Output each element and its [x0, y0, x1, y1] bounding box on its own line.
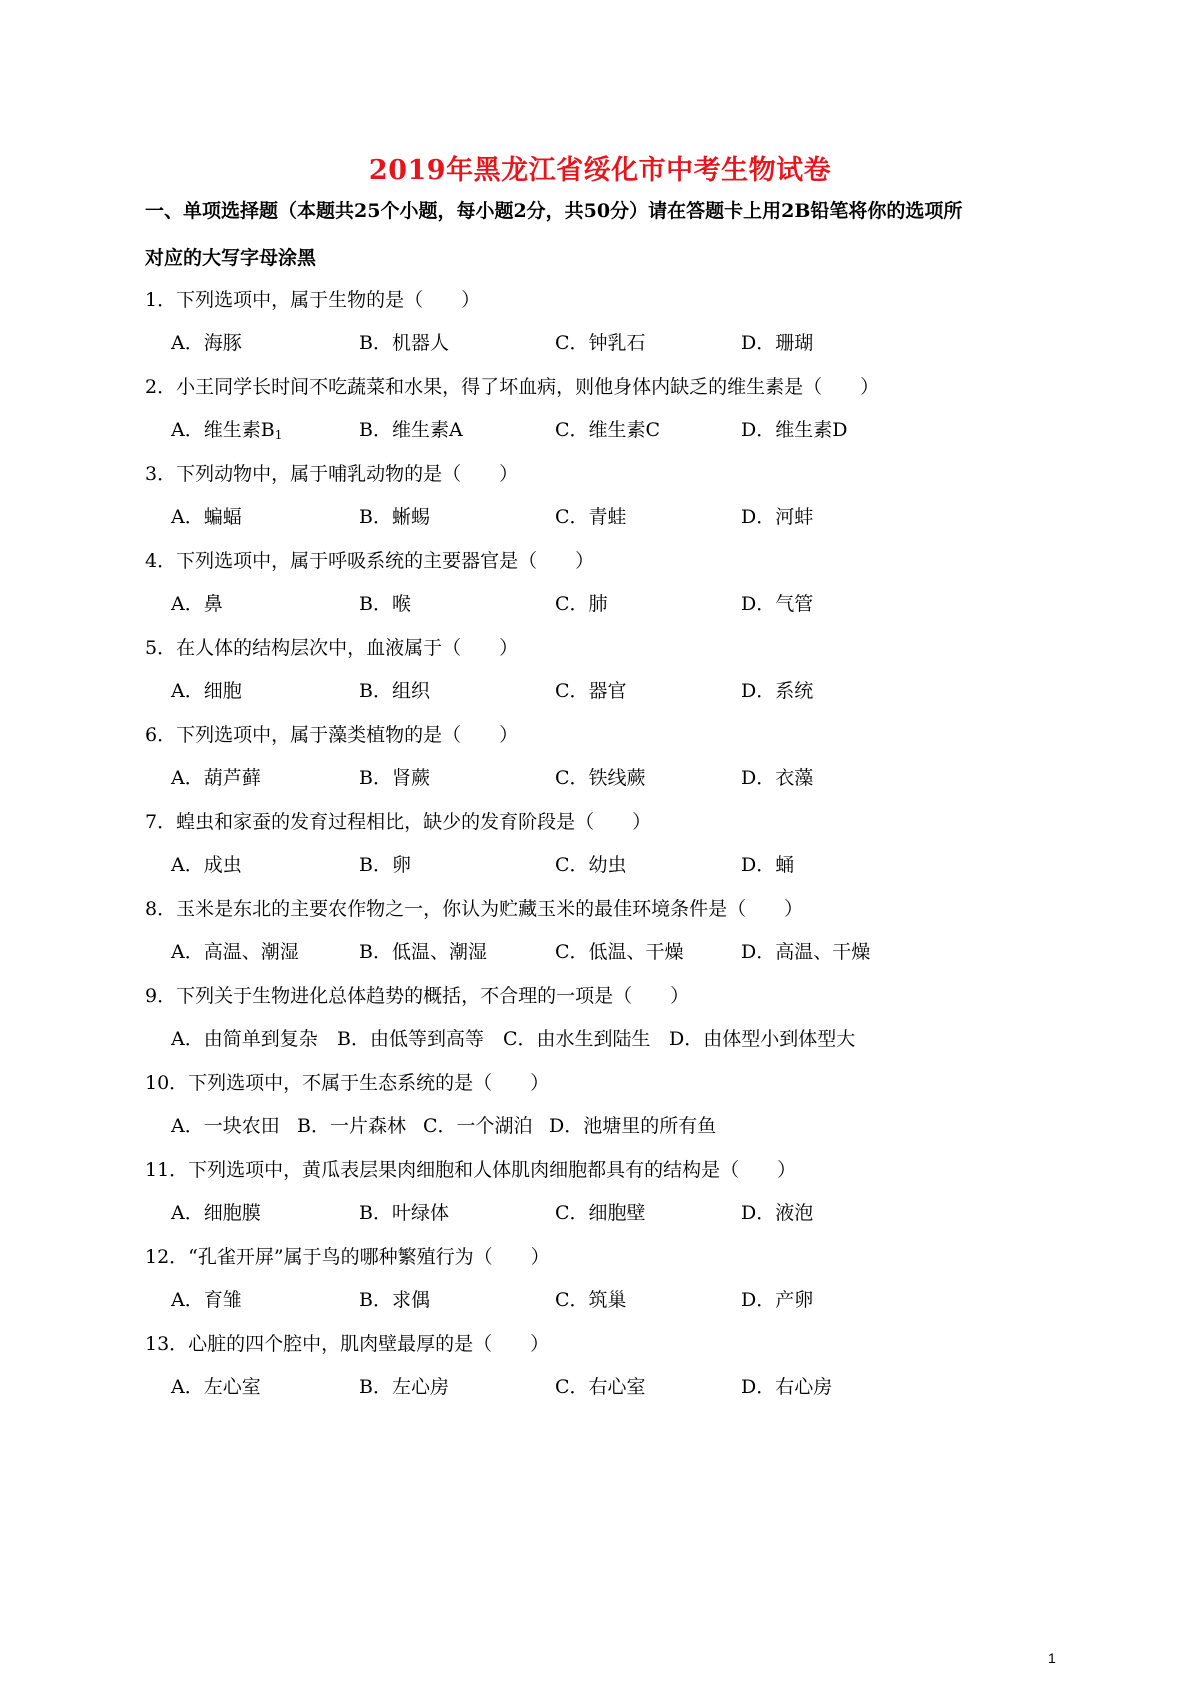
option-d: D．气管 [741, 593, 814, 615]
option-c: C．幼虫 [555, 854, 627, 876]
option-d: D．河蚌 [741, 506, 814, 528]
option-c: C．维生素C [555, 419, 661, 441]
option-d: D．系统 [741, 680, 814, 702]
option-a [171, 415, 282, 450]
option-c: C．右心室 [555, 1376, 646, 1398]
option-b: B．组织 [359, 680, 430, 702]
question-stem: 11．下列选项中，黄瓜表层果肉细胞和人体肌肉细胞都具有的结构是（ ） [145, 1159, 797, 1181]
option-a: A．一块农田 [171, 1115, 280, 1137]
option-b: B．机器人 [359, 332, 449, 354]
option-c: C．低温、干燥 [555, 941, 684, 963]
option-a: A．鼻 [171, 593, 223, 615]
question-options [171, 937, 1071, 967]
option-a: A．由简单到复杂 [171, 1028, 318, 1050]
option-a: A．葫芦藓 [171, 767, 261, 789]
option-c: C．由水生到陆生 [503, 1028, 651, 1050]
option-a: A．高温、潮湿 [171, 941, 299, 963]
option-a: A．细胞 [171, 680, 242, 702]
option-b: B．由低等到高等 [337, 1028, 484, 1050]
option-a-text: A．维生素B [171, 419, 275, 441]
option-d: D．衣藻 [741, 767, 814, 789]
question-options [171, 415, 1071, 445]
option-c: C．肺 [555, 593, 608, 615]
option-a: A．育雏 [171, 1289, 242, 1311]
option-b: B．叶绿体 [359, 1202, 449, 1224]
option-d: D．池塘里的所有鱼 [549, 1115, 717, 1137]
option-b: B．维生素A [359, 419, 463, 441]
option-c: C．筑巢 [555, 1289, 627, 1311]
option-d: D．液泡 [741, 1202, 814, 1224]
option-d: D．由体型小到体型大 [669, 1028, 856, 1050]
section-heading-line1: 一、单项选择题（本题共25个小题，每小题2分，共50分）请在答题卡上用2B铅笔将你的选项所 [145, 200, 963, 222]
question-stem: 8．玉米是东北的主要农作物之一，你认为贮藏玉米的最佳环境条件是（ ） [145, 898, 804, 920]
subscript: 1 [274, 428, 283, 442]
question-stem: 12．“孔雀开屏”属于鸟的哪种繁殖行为（ ） [145, 1246, 550, 1268]
question-options [171, 328, 1071, 358]
option-c: C．钟乳石 [555, 332, 646, 354]
option-a: A．蝙蝠 [171, 506, 242, 528]
question-options [171, 676, 1071, 706]
option-c: C．器官 [555, 680, 627, 702]
option-c: C．青蛙 [555, 506, 627, 528]
option-b: B．求偶 [359, 1289, 430, 1311]
question-stem: 13．心脏的四个腔中，肌肉壁最厚的是（ ） [145, 1333, 550, 1355]
option-d: D．珊瑚 [741, 332, 814, 354]
option-a: A．细胞膜 [171, 1202, 261, 1224]
question-stem: 10．下列选项中，不属于生态系统的是（ ） [145, 1072, 550, 1094]
question-stem: 9．下列关于生物进化总体趋势的概括，不合理的一项是（ ） [145, 985, 690, 1007]
question-stem: 2．小王同学长时间不吃蔬菜和水果，得了坏血病，则他身体内缺乏的维生素是（ ） [145, 376, 880, 398]
question-stem: 7．蝗虫和家蚕的发育过程相比，缺少的发育阶段是（ ） [145, 811, 652, 833]
question-stem: 4．下列选项中，属于呼吸系统的主要器官是（ ） [145, 550, 595, 572]
question-options [171, 763, 1071, 793]
question-options [171, 1285, 1071, 1315]
question-options [171, 850, 1071, 880]
option-a: A．成虫 [171, 854, 242, 876]
option-b: B．低温、潮湿 [359, 941, 487, 963]
option-b: B．一片森林 [297, 1115, 406, 1137]
question-options [171, 502, 1071, 532]
option-b: B．左心房 [359, 1376, 449, 1398]
option-d: D．产卵 [741, 1289, 814, 1311]
question-options [171, 1111, 1071, 1141]
option-b: B．肾蕨 [359, 767, 430, 789]
option-d: D．维生素D [741, 419, 848, 441]
question-stem: 5．在人体的结构层次中，血液属于（ ） [145, 637, 519, 659]
option-d: D．蛹 [741, 854, 795, 876]
option-c: C．一个湖泊 [423, 1115, 533, 1137]
question-options [171, 589, 1071, 619]
option-c: C．铁线蕨 [555, 767, 646, 789]
question-options [171, 1198, 1071, 1228]
option-d: D．右心房 [741, 1376, 833, 1398]
page-title: 2019年黑龙江省绥化市中考生物试卷 [368, 155, 832, 186]
option-a: A．左心室 [171, 1376, 261, 1398]
option-c: C．细胞壁 [555, 1202, 646, 1224]
question-stem: 3．下列动物中，属于哺乳动物的是（ ） [145, 463, 519, 485]
question-stem: 1．下列选项中，属于生物的是（ ） [145, 289, 481, 311]
option-d: D．高温、干燥 [741, 941, 871, 963]
question-stem: 6．下列选项中，属于藻类植物的是（ ） [145, 724, 519, 746]
section-heading-line2: 对应的大写字母涂黑 [145, 247, 317, 269]
option-a: A．海豚 [171, 332, 242, 354]
option-b: B．卵 [359, 854, 411, 876]
option-b: B．喉 [359, 593, 411, 615]
page-number: 1 [1048, 1650, 1056, 1666]
option-b: B．蜥蜴 [359, 506, 430, 528]
question-options [171, 1372, 1071, 1402]
question-options [171, 1024, 1071, 1054]
